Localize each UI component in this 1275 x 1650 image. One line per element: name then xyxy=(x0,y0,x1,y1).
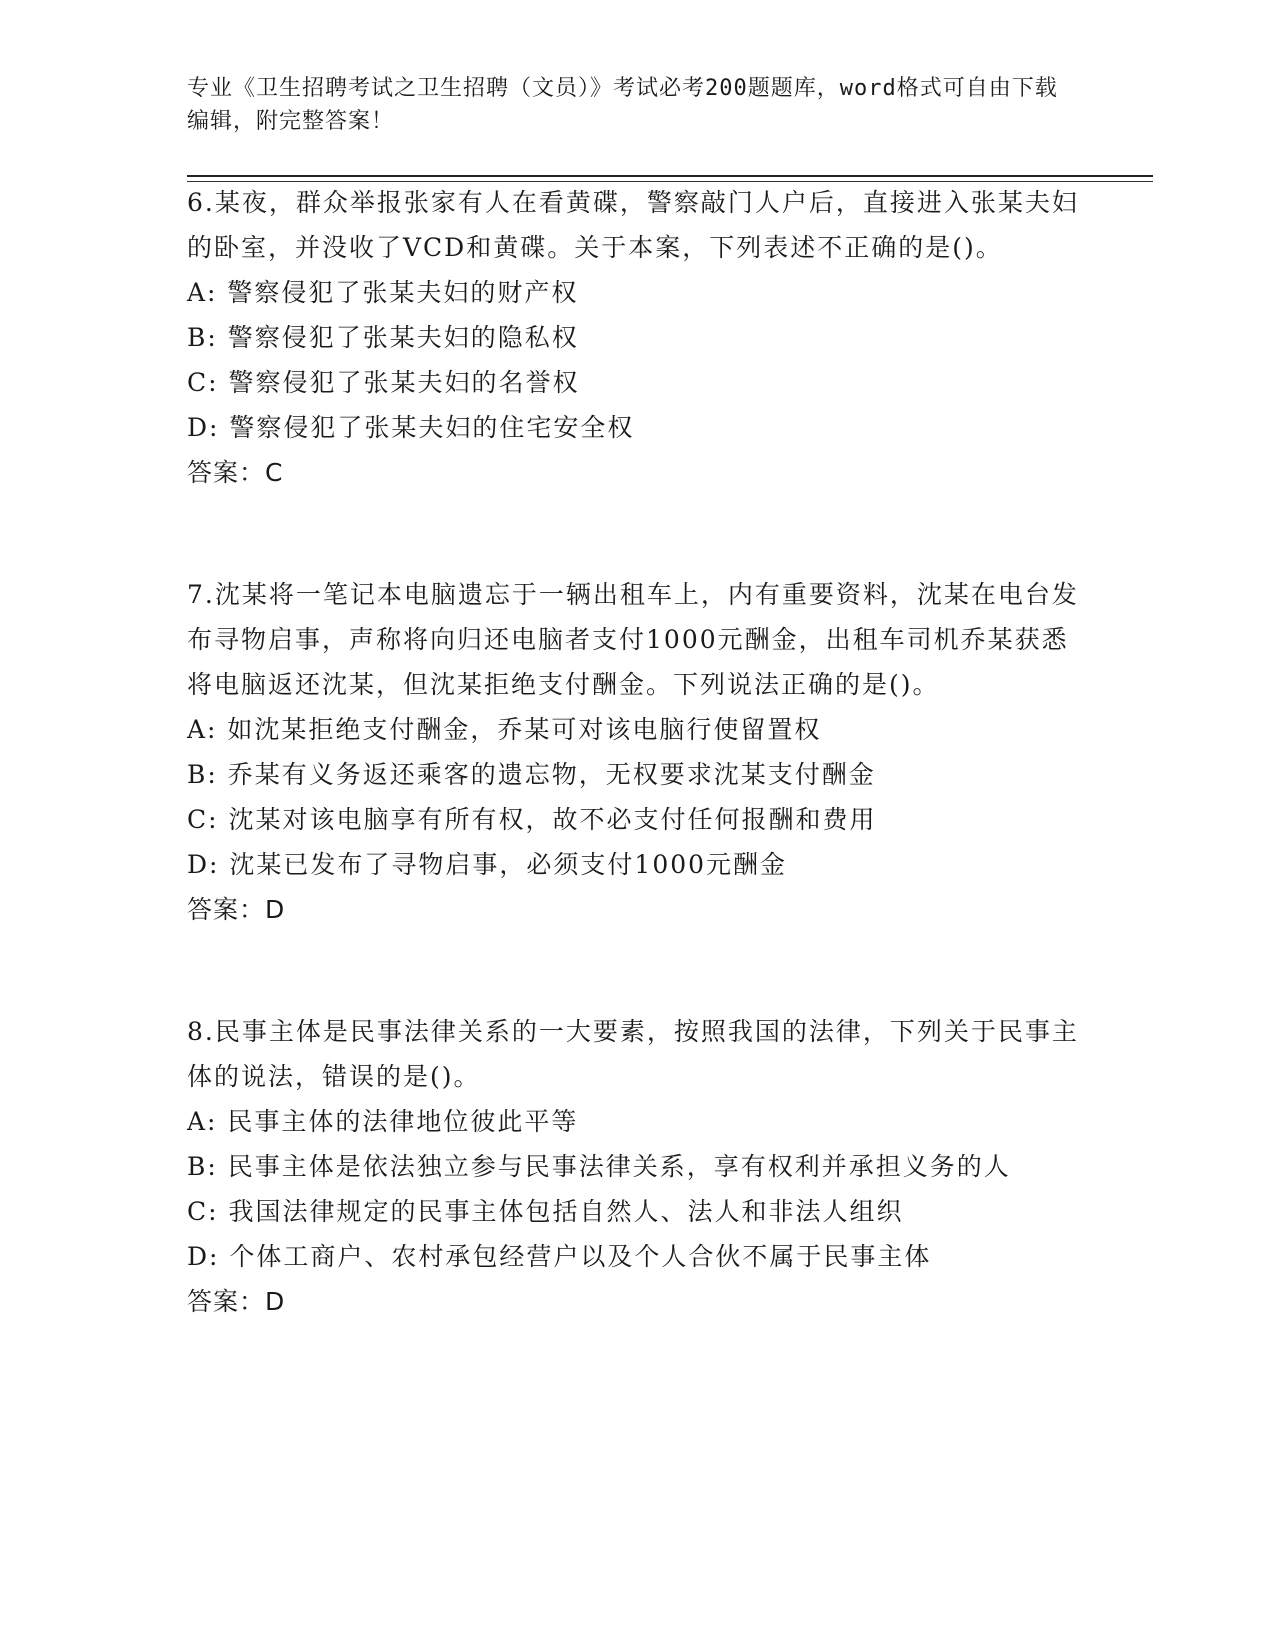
option-c: C: 沈某对该电脑享有所有权，故不必支付任何报酬和费用 xyxy=(187,805,877,834)
answer: 答案：D xyxy=(187,895,286,924)
header-divider xyxy=(187,175,1153,177)
document-header: 专业《卫生招聘考试之卫生招聘（文员）》考试必考200题题库，word格式可自由下载编辑，附完整答案！ xyxy=(187,76,1058,134)
option-d: D: 警察侵犯了张某夫妇的住宅安全权 xyxy=(187,413,635,442)
option-c: C: 警察侵犯了张某夫妇的名誉权 xyxy=(187,368,580,397)
question-6 xyxy=(187,180,1087,495)
answer: 答案：C xyxy=(187,458,284,487)
answer: 答案：D xyxy=(187,1287,286,1316)
option-b: B: 警察侵犯了张某夫妇的隐私权 xyxy=(187,323,579,352)
option-b: B: 民事主体是依法独立参与民事法律关系，享有权利并承担义务的人 xyxy=(187,1152,1011,1181)
question-7 xyxy=(187,572,1087,932)
option-b: B: 乔某有义务返还乘客的遗忘物，无权要求沈某支付酬金 xyxy=(187,760,876,789)
option-a: A: 如沈某拒绝支付酬金，乔某可对该电脑行使留置权 xyxy=(187,715,822,744)
option-d: D: 沈某已发布了寻物启事，必须支付1000元酬金 xyxy=(187,850,788,879)
question-stem: 6.某夜，群众举报张家有人在看黄碟，警察敲门人户后，直接进入张某夫妇的卧室，并没收了VCD和黄碟。关于本案，下列表述不正确的是()。 xyxy=(187,188,1079,262)
question-stem: 8.民事主体是民事法律关系的一大要素，按照我国的法律，下列关于民事主体的说法，错误的是()。 xyxy=(187,1017,1079,1091)
option-a: A: 民事主体的法律地位彼此平等 xyxy=(187,1107,579,1136)
option-a: A: 警察侵犯了张某夫妇的财产权 xyxy=(187,278,579,307)
question-8 xyxy=(187,1009,1087,1324)
option-d: D: 个体工商户、农村承包经营户以及个人合伙不属于民事主体 xyxy=(187,1242,932,1271)
option-c: C: 我国法律规定的民事主体包括自然人、法人和非法人组织 xyxy=(187,1197,904,1226)
question-stem: 7.沈某将一笔记本电脑遗忘于一辆出租车上，内有重要资料，沈某在电台发布寻物启事，声称将向归还电脑者支付1000元酬金，出租车司机乔某获悉将电脑返还沈某，但沈某拒绝支付酬金。下列说法正确的是()。 xyxy=(187,580,1079,699)
